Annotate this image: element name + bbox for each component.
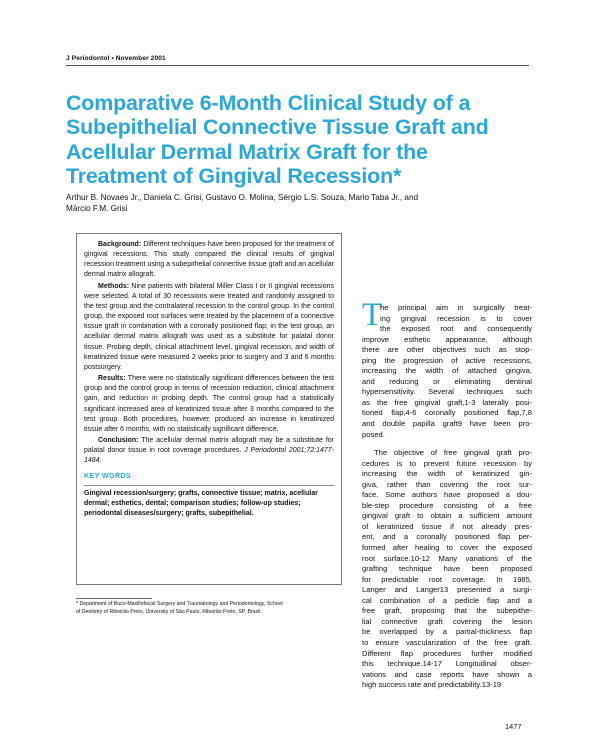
body-line: vations and case reports have shown a <box>362 669 532 679</box>
body-line: Langer and Langer13 presented a surgi- <box>362 585 532 595</box>
body-line: lial connective graft covering the lesion <box>362 616 532 626</box>
journal-header: J Periodontol • November 2001 <box>66 55 166 62</box>
authors-line: Arthur B. Novaes Jr., Daniela C. Grisi, Gustavo O. Molina, Sérgio L.S. Souza, Mario Taba Jr., and <box>66 193 419 202</box>
body-line: for predictable root coverage. In 1985, <box>362 574 532 584</box>
body-line: grafting technique have been proposed <box>362 564 532 574</box>
article-title <box>66 91 536 189</box>
body-line: to ensure vascularization of the free graft. <box>362 637 532 647</box>
methods-text: Nine patients with bilateral Miller Class I or II gingival recessions were selected. A total of 30 recessions were treated and randomly assigned to the test group and the contralateral recession to the control group. In the control group, the exposed root surfaces were treated by the placement of a connective tissue graft in combination with a coronally positioned flap; in the test group, an acellular dermal matrix allograft was used as a substitute for palatal donor tissue. Probing depth, clinical attachment level, gingival recession, and width of keratinized tissue were measured 2 weeks prior to surgery and 3 and 6 months postsurgery. <box>84 282 334 371</box>
body-line: high success rate and predictability.13-19 <box>362 680 502 690</box>
body-line: ble-step procedure consisting of a free <box>362 500 532 510</box>
body-line: there are other objectives such as stop- <box>362 345 532 355</box>
body-line: Different flap procedures further modified <box>362 648 532 658</box>
title-line: Treatment of Gingival Recession* <box>66 164 402 189</box>
body-line: giva, rather than covering the root sur- <box>362 479 532 489</box>
abstract-background <box>84 240 334 281</box>
conclusion-label: Conclusion: <box>98 436 139 444</box>
body-line: The objective of free gingival graft pro- <box>374 448 532 458</box>
methods-label: Methods: <box>98 282 130 290</box>
body-line: cedures is to prevent future recession by <box>362 458 532 468</box>
title-line: Acellular Dermal Matrix Graft for the <box>66 139 428 164</box>
body-line: improve esthetic appearance, although <box>362 334 532 344</box>
body-line: face. Some authors have proposed a dou- <box>362 490 532 500</box>
body-line: cal combination of a pedicle flap and a <box>362 595 532 605</box>
body-line: hypersensitivity. Several techniques such <box>362 387 532 397</box>
abstract-methods <box>84 282 334 373</box>
header-rule <box>66 65 529 66</box>
footnote-line: of Dentistry of Ribeirão Preto, University of São Paulo, Ribeirão Preto, SP, Brazil. <box>76 608 262 615</box>
body-line: he principal aim in surgically treat- <box>380 303 532 312</box>
body-line: tioned flap,4-6 coronally positioned flap,7,8 <box>362 408 532 418</box>
paragraph-gap <box>362 440 532 448</box>
authors <box>66 192 531 214</box>
body-column <box>362 303 532 691</box>
footnote-line: * Department of Buco-Maxillofacial Surgery and Traumatology and Periodontology, School <box>76 601 283 607</box>
footnote-rule <box>76 598 152 599</box>
page-number: 1477 <box>505 722 522 731</box>
background-text: Different techniques have been proposed for the treatment of gingival recessions. This study compared the clinical results of gingival recession treatment using a subepithelial connective tissue graft and an acellular dermal matrix allograft. <box>84 241 334 279</box>
body-line: ping the progression of active recessions, <box>362 355 532 365</box>
body-line: posed. <box>362 429 385 439</box>
body-line: as the free gingival graft,1-3 laterally posi- <box>362 397 532 407</box>
footnote <box>76 601 344 616</box>
authors-line: Márcio F.M. Grisi <box>66 204 128 213</box>
body-line: be overlapped by a partial-thickness flap <box>362 627 532 637</box>
body-line: increasing the width of attached gingiva, <box>362 366 532 376</box>
keywords-rule <box>84 485 334 486</box>
body-line: and double papilla graft9 have been pro- <box>362 419 532 429</box>
body-line: gingival graft to obtain a sufficient amount <box>362 511 532 521</box>
background-label: Background: <box>98 241 142 248</box>
keywords: Gingival recession/surgery; grafts, connective tissue; matrix, acellular dermal; esthetics, dental; comparison studies; follow-up studies; periodontal diseases/surgery; grafts, subepithelial. <box>84 489 318 517</box>
body-line: free graft, proposing that the subepithe- <box>362 606 532 616</box>
body-line: increasing the width of keratinized gin- <box>362 469 532 479</box>
title-line: Comparative 6-Month Clinical Study of a <box>66 91 471 115</box>
body-line: this technique.14-17 Longitudinal obser- <box>362 659 532 669</box>
body-line: root surface.10-12 Many variations of the <box>362 553 532 563</box>
abstract-box <box>76 233 342 585</box>
body-line: of keratinized tissue if not already pres- <box>362 521 532 531</box>
drop-cap: T <box>362 297 383 333</box>
keywords-heading: KEY WORDS <box>84 471 131 481</box>
body-line: ent, and a coronally positioned flap per- <box>362 532 532 542</box>
body-line: and reducing or eliminating dentinal <box>362 376 532 386</box>
results-label: Results: <box>98 375 126 383</box>
citation: J Periodontol 2001;72:1477-1484. <box>84 447 334 465</box>
conclusion-text: The acellular dermal matrix allograft may be a substitute for palatal donor tissue in root coverage procedures. <box>84 436 334 455</box>
title-line: Subepithelial Connective Tissue Graft and <box>66 115 489 140</box>
body-line: the exposed root and consequently <box>380 324 532 334</box>
results-text: There were no statistically significant differences between the test group and the control group in terms of recession reduction, clinical attachment gain, and reduction in probing depth. The control group had a statistically significant increased area of keratinized tissue after 3 months compared to the test group. Both procedures, however, produced an increase in keratinized tissue after 6 months, with no statistically significant difference. <box>84 375 334 433</box>
body-line: formed after healing to cover the exposed <box>362 543 532 553</box>
abstract-conclusion <box>84 436 334 466</box>
abstract-results <box>84 374 334 435</box>
body-line: ing gingival recession is to cover <box>380 313 532 323</box>
